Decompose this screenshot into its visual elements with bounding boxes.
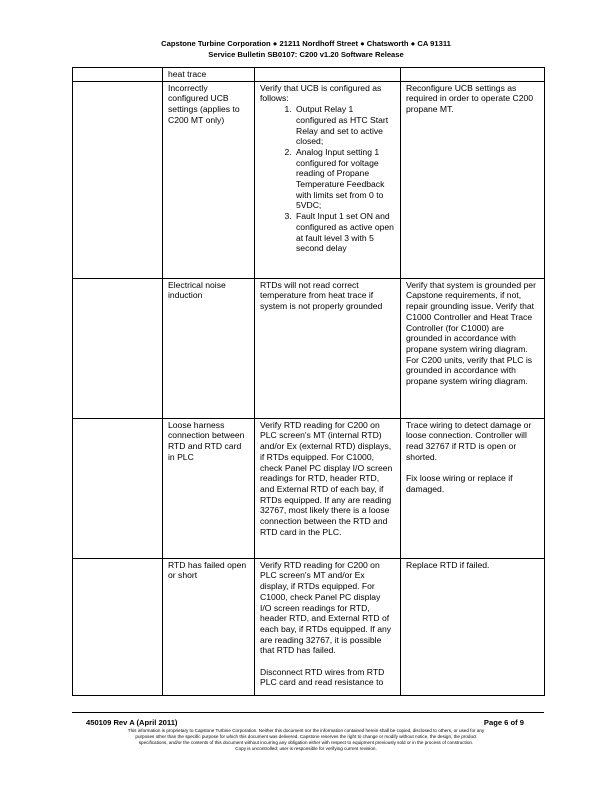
table-cell-blank	[73, 418, 163, 558]
condition-cell: Electrical noise induction	[163, 278, 255, 418]
table-cell-blank	[401, 68, 545, 82]
table-row	[73, 558, 545, 695]
table-cell-blank	[73, 81, 163, 278]
action-text: Fix loose wiring or replace if damaged.	[406, 473, 513, 494]
check-cell	[255, 558, 401, 695]
check-cell	[255, 81, 401, 278]
disclaimer-line: This information is proprietary to Capstone Turbine Corporation. Neither this document nor the information contained herein shall be copied, disclosed to others, or used for any	[127, 728, 485, 733]
action-cell: Reconfigure UCB settings as required in order to operate C200 propane MT.	[401, 81, 545, 278]
disclaimer-line: purposes other than the specific purpose for which this document was delivered. Capstone reserves the right to change or modify without notice, the design, the product	[135, 734, 477, 739]
list-item: 2. Analog Input setting 1 configured for voltage reading of Propane Temperature Feedback with limits set from 0 to 5VDC;	[294, 147, 394, 211]
page-header	[0, 38, 612, 60]
table-cell-blank	[73, 68, 163, 82]
table-row	[73, 68, 545, 82]
condition-cell: Incorrectly configured UCB settings (applies to C200 MT only)	[163, 81, 255, 278]
table-row	[73, 278, 545, 418]
check-text: Disconnect RTD wires from RTD PLC card and read resistance to	[260, 666, 385, 688]
action-cell	[401, 418, 545, 558]
table-row	[73, 81, 545, 278]
check-cell: RTDs will not read correct temperature from heat trace if system is not properly grounded	[255, 278, 401, 418]
table-row	[73, 418, 545, 558]
header-company-line: Capstone Turbine Corporation ● 21211 Nordhoff Street ● Chatsworth ● CA 91311	[161, 39, 451, 48]
ucb-settings-list	[260, 104, 394, 254]
check-cell: Verify RTD reading for C200 on PLC screen's MT (internal RTD) and/or Ex (external RTD) displays, if RTDs equipped. For C1000, check Panel PC display I/O screen readings for RTD, header RTD, and External RTD of each bay, if RTDs equipped. If any are reading 32767, most likely there is a loose connection between the RTD and RTD card in the PLC.	[255, 418, 401, 558]
table-cell-blank	[73, 278, 163, 418]
table-cell-blank	[255, 68, 401, 82]
troubleshooting-table	[72, 67, 545, 696]
list-item: 1. Output Relay 1 configured as HTC Start Relay and set to active closed;	[294, 104, 394, 147]
check-intro: Verify that UCB is configured as follows:	[260, 82, 382, 104]
header-bulletin-line: Service Bulletin SB0107: C200 v1.20 Software Release	[208, 50, 404, 59]
document-revision: 450109 Rev A (April 2011)	[86, 718, 178, 727]
proprietary-disclaimer	[60, 728, 552, 752]
condition-cell: Loose harness connection between RTD and RTD card in PLC	[163, 418, 255, 558]
action-cell: Verify that system is grounded per Capstone requirements, if not, repair grounding issue. Verify that C1000 Controller and Heat Trace Controller (for C1000) are grounded in accordance with propane system wiring diagram. For C200 units, verify that PLC is grounded in accordance with propane system wiring diagram.	[401, 278, 545, 418]
action-text: Trace wiring to detect damage or loose connection. Controller will read 32767 if RTD is open or shorted.	[406, 419, 532, 462]
disclaimer-line: Copy is uncontrolled; user is responsible for verifying current revision.	[235, 746, 377, 751]
action-cell: Replace RTD if failed.	[401, 558, 545, 695]
check-text: Verify RTD reading for C200 on PLC screen's MT and/or Ex display, if RTDs equipped. For C1000, check Panel PC display I/O screen readings for RTD, header RTD, and External RTD of each bay, if RTDs equipped. If any are reading 32767, it is possible that RTD has failed.	[260, 559, 392, 656]
condition-cell: heat trace	[163, 68, 255, 82]
footer-divider	[72, 712, 544, 713]
condition-cell: RTD has failed open or short	[163, 558, 255, 695]
page-number: Page 6 of 9	[483, 718, 524, 727]
list-item: 3. Fault Input 1 set ON and configured as active open at fault level 3 with 5 second delay	[294, 211, 394, 254]
table-cell-blank	[73, 558, 163, 695]
disclaimer-line: specifications, and/or the contents of this document without incurring any obligation either with respect to equipment previously sold or in the process of construction.	[138, 740, 474, 745]
